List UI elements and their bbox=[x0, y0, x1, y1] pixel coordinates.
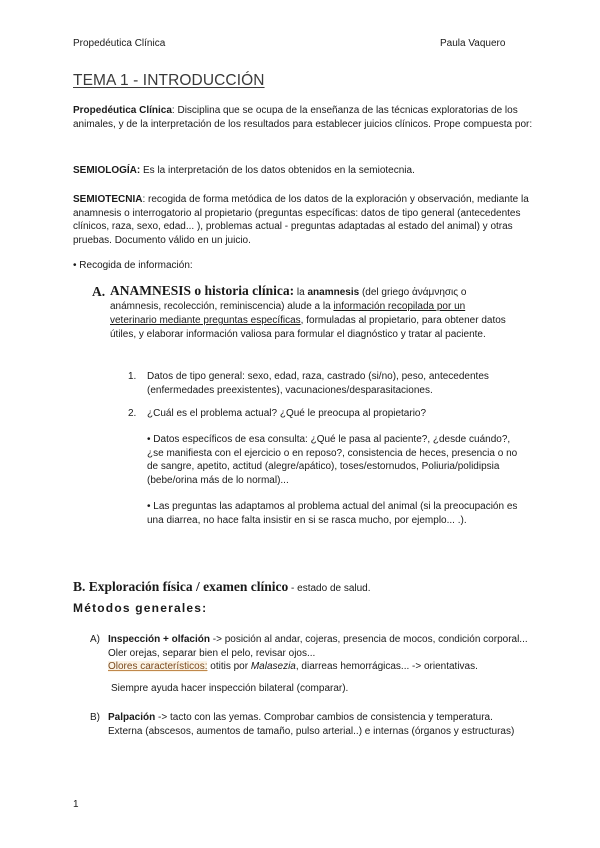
intro-paragraph bbox=[73, 104, 535, 131]
intro-text: : Disciplina que se ocupa de la enseñanza de las técnicas exploratorias de los animales, y de la interpretación de los resultados para establecer juicios clínicos. Prope compuesta por: bbox=[73, 105, 533, 130]
list-item-number: 1. bbox=[128, 371, 137, 382]
item-b-term: Palpación bbox=[108, 712, 156, 723]
semiologia-paragraph bbox=[73, 164, 535, 178]
header-course: Propedéutica Clínica bbox=[73, 38, 166, 49]
item-b-paragraph: Palpación -> tacto con las yemas. Comprobar cambios de consistencia y temperatura. Externa (abscesos, aumentos de tamaño, pulso arterial..) e internas (órganos y estructuras) bbox=[108, 712, 515, 737]
recogida-bullet: • Recogida de información: bbox=[73, 260, 193, 271]
semiologia-term: SEMIOLOGÍA: bbox=[73, 165, 141, 176]
intro-term: Propedéutica Clínica bbox=[73, 105, 172, 116]
item-a-term: Inspección + olfación bbox=[108, 634, 210, 645]
olores-label: Olores característicos: bbox=[108, 661, 208, 673]
sub-bullet: • Las preguntas las adaptamos al problema actual del animal (si la preocupación es una diarrea, no hace falta insistir en si se rasca mucho, por ejemplo... .). bbox=[147, 501, 518, 526]
section-a-letter: A. bbox=[92, 284, 106, 299]
sub-bullet: • Datos específicos de esa consulta: ¿Qué le pasa al paciente?, ¿desde cuándo?, ¿se manifiesta con el ejercicio o en reposo?, consistencia de heces, presencia o no de sangre, apetito, actitud (alegre/apático), toses/estornudos, Poliuria/polidipsia (bebe/orina más de lo normal)... bbox=[147, 434, 518, 486]
anamnesis-definition: información recopilada por un veterinario mediante preguntas específicas bbox=[110, 301, 466, 326]
list-item: ¿Cuál es el problema actual? ¿Qué le preocupa al propietario? bbox=[147, 408, 427, 419]
section-b-heading-line bbox=[73, 578, 543, 596]
page-number: 1 bbox=[73, 799, 79, 810]
semiotecnia-term: SEMIOTECNIA bbox=[73, 194, 143, 205]
list-item-number: 2. bbox=[128, 408, 137, 419]
item-a-paragraph: Inspección + olfación -> posición al andar, cojeras, presencia de mocos, condición corporal... Oler orejas, separar bien el pelo, revisar ojos... Olores característicos: otitis por Malasezia, diarreas hemorrágicas... -> orientativas. bbox=[108, 634, 528, 673]
header-author: Paula Vaquero bbox=[440, 38, 506, 49]
page-title: TEMA 1 - INTRODUCCIÓN bbox=[73, 72, 265, 89]
item-b-letter: B) bbox=[90, 712, 100, 723]
item-a-note: Siempre ayuda hacer inspección bilateral (comparar). bbox=[111, 683, 349, 694]
section-b-heading: B. Exploración física / examen clínico bbox=[73, 579, 289, 594]
semiotecnia-paragraph bbox=[73, 193, 535, 247]
anamnesis-term: anamnesis bbox=[307, 287, 360, 298]
item-a-letter: A) bbox=[90, 634, 100, 645]
list-item: Datos de tipo general: sexo, edad, raza, castrado (si/no), peso, antecedentes (enfermedades preexistentes), vacunaciones/desparasitaciones. bbox=[147, 371, 489, 396]
semiotecnia-text: : recogida de forma metódica de los datos de la exploración y observación, mediante la anamnesis o interrogatorio al propietario (preguntas específicas: datos de tipo general (antecedentes clínicos, raza, sexo, edad... ), problemas actual - preguntas adaptadas al estado del animal) y otras pruebas. Documento válido en un juicio. bbox=[73, 194, 529, 246]
section-a-heading: ANAMNESIS o historia clínica: bbox=[110, 283, 295, 298]
metodos-heading: Métodos generales: bbox=[73, 601, 208, 615]
malasezia-term: Malasezia bbox=[250, 661, 296, 673]
semiologia-text: Es la interpretación de los datos obtenidos en la semiotecnia. bbox=[140, 165, 415, 176]
section-b-suffix: - estado de salud. bbox=[288, 583, 371, 594]
section-a-paragraph: ANAMNESIS o historia clínica: la anamnesis (del griego ἀνάμνησις o anámnesis, recolección, reminiscencia) alude a la información recopilada por un veterinario mediante preguntas específicas, formuladas al propietario, para obtener datos útiles, y elaborar información valiosa para formular el diagnóstico y tratar al paciente. bbox=[110, 283, 506, 340]
